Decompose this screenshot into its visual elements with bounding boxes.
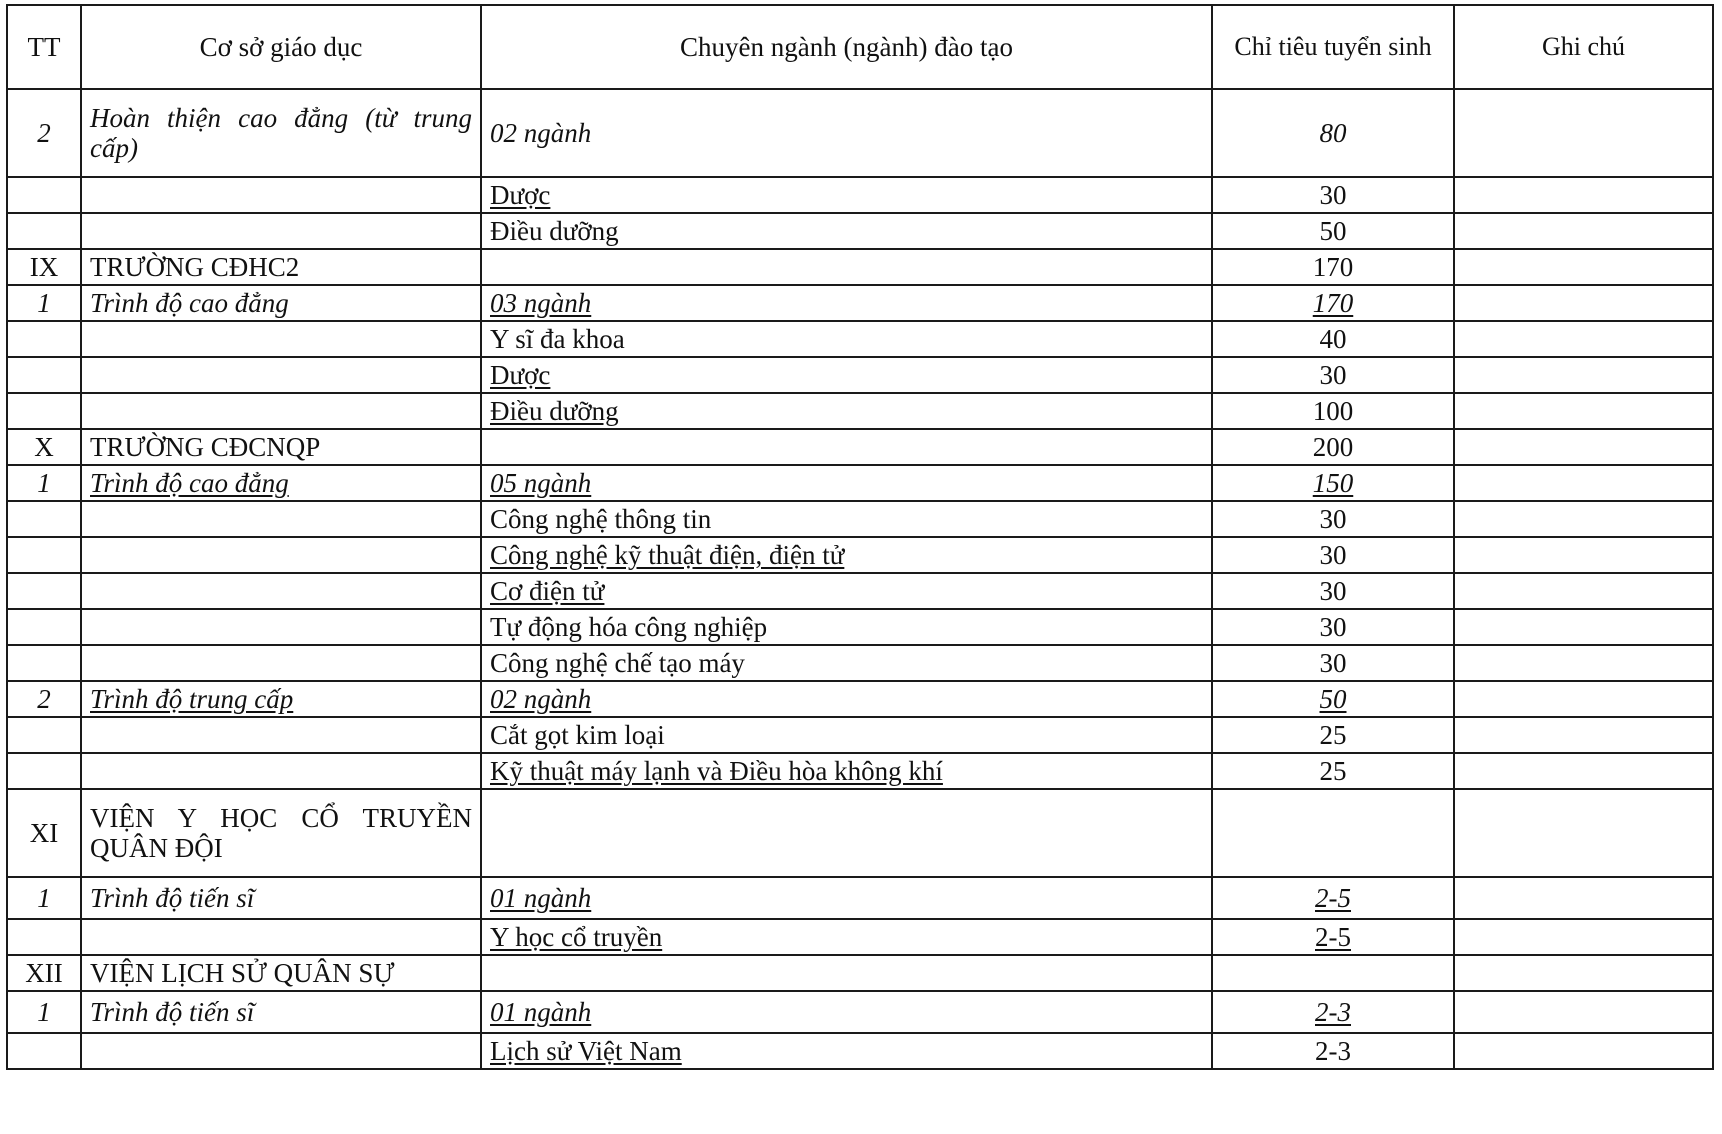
- row-tt: [7, 357, 81, 393]
- row-note: [1454, 1033, 1713, 1069]
- row-note: [1454, 955, 1713, 991]
- row-major: Kỹ thuật máy lạnh và Điều hòa không khí: [481, 753, 1212, 789]
- row-quota: [1212, 789, 1454, 877]
- row-institution: TRƯỜNG CĐHC2: [81, 249, 481, 285]
- row-major: Tự động hóa công nghiệp: [481, 609, 1212, 645]
- row-major: 02 ngành: [481, 681, 1212, 717]
- row-tt: [7, 717, 81, 753]
- row-institution: Trình độ cao đẳng: [81, 465, 481, 501]
- row-major: Cắt gọt kim loại: [481, 717, 1212, 753]
- row-quota: 2-5: [1212, 919, 1454, 955]
- row-quota: 30: [1212, 609, 1454, 645]
- row-note: [1454, 877, 1713, 919]
- row-tt: [7, 537, 81, 573]
- row-note: [1454, 789, 1713, 877]
- row-institution: [81, 501, 481, 537]
- row-note: [1454, 89, 1713, 177]
- row-note: [1454, 645, 1713, 681]
- table-row: [7, 213, 1713, 249]
- row-tt: [7, 919, 81, 955]
- row-quota: 100: [1212, 393, 1454, 429]
- row-major: Dược: [481, 177, 1212, 213]
- admissions-table-sheet: [6, 4, 1712, 1070]
- row-institution: [81, 573, 481, 609]
- row-major: Lịch sử Việt Nam: [481, 1033, 1212, 1069]
- header-tt: TT: [7, 5, 81, 89]
- table-row: [7, 321, 1713, 357]
- row-major: Điều dưỡng: [481, 393, 1212, 429]
- header-institution: Cơ sở giáo dục: [81, 5, 481, 89]
- row-note: [1454, 609, 1713, 645]
- row-tt: [7, 609, 81, 645]
- table-row: [7, 717, 1713, 753]
- row-institution: [81, 393, 481, 429]
- row-quota: 170: [1212, 285, 1454, 321]
- row-tt: 1: [7, 465, 81, 501]
- row-quota: 30: [1212, 177, 1454, 213]
- row-institution: [81, 537, 481, 573]
- row-note: [1454, 717, 1713, 753]
- row-quota: [1212, 955, 1454, 991]
- table-row: [7, 573, 1713, 609]
- row-tt: [7, 321, 81, 357]
- header-note: Ghi chú: [1454, 5, 1713, 89]
- admissions-quota-table: [6, 4, 1714, 1070]
- row-tt: 1: [7, 285, 81, 321]
- row-major: [481, 789, 1212, 877]
- row-tt: [7, 213, 81, 249]
- row-note: [1454, 429, 1713, 465]
- table-row: [7, 249, 1713, 285]
- row-major: 03 ngành: [481, 285, 1212, 321]
- row-institution: [81, 753, 481, 789]
- row-quota: 25: [1212, 753, 1454, 789]
- row-tt: X: [7, 429, 81, 465]
- row-major: Cơ điện tử: [481, 573, 1212, 609]
- row-institution: [81, 609, 481, 645]
- row-quota: 2-3: [1212, 991, 1454, 1033]
- row-quota: 50: [1212, 681, 1454, 717]
- row-quota: 25: [1212, 717, 1454, 753]
- row-institution: Hoàn thiện cao đẳng (từ trung cấp): [81, 89, 481, 177]
- row-major: Điều dưỡng: [481, 213, 1212, 249]
- row-note: [1454, 465, 1713, 501]
- table-row: [7, 789, 1713, 877]
- row-note: [1454, 177, 1713, 213]
- row-quota: 80: [1212, 89, 1454, 177]
- row-tt: IX: [7, 249, 81, 285]
- table-row: [7, 393, 1713, 429]
- row-tt: [7, 645, 81, 681]
- row-quota: 30: [1212, 357, 1454, 393]
- row-major: 01 ngành: [481, 877, 1212, 919]
- row-tt: 2: [7, 89, 81, 177]
- row-note: [1454, 919, 1713, 955]
- row-tt: [7, 501, 81, 537]
- table-row: [7, 465, 1713, 501]
- row-note: [1454, 321, 1713, 357]
- row-institution: [81, 321, 481, 357]
- row-note: [1454, 537, 1713, 573]
- table-row: [7, 177, 1713, 213]
- table-row: [7, 753, 1713, 789]
- row-tt: [7, 1033, 81, 1069]
- table-row: [7, 501, 1713, 537]
- table-row: [7, 285, 1713, 321]
- row-tt: [7, 177, 81, 213]
- row-quota: 50: [1212, 213, 1454, 249]
- row-tt: XII: [7, 955, 81, 991]
- row-tt: [7, 393, 81, 429]
- row-quota: 30: [1212, 537, 1454, 573]
- row-tt: 1: [7, 991, 81, 1033]
- row-tt: XI: [7, 789, 81, 877]
- row-tt: 2: [7, 681, 81, 717]
- row-note: [1454, 249, 1713, 285]
- header-major: Chuyên ngành (ngành) đào tạo: [481, 5, 1212, 89]
- table-row: [7, 537, 1713, 573]
- row-major: [481, 249, 1212, 285]
- row-institution: VIỆN LỊCH SỬ QUÂN SỰ: [81, 955, 481, 991]
- table-header-row: [7, 5, 1713, 89]
- row-note: [1454, 393, 1713, 429]
- row-quota: 30: [1212, 645, 1454, 681]
- row-note: [1454, 501, 1713, 537]
- row-institution: [81, 645, 481, 681]
- row-tt: 1: [7, 877, 81, 919]
- row-tt: [7, 573, 81, 609]
- table-row: [7, 955, 1713, 991]
- row-major: [481, 955, 1212, 991]
- row-major: 05 ngành: [481, 465, 1212, 501]
- row-institution: [81, 177, 481, 213]
- row-major: Dược: [481, 357, 1212, 393]
- table-row: [7, 357, 1713, 393]
- table-row: [7, 1033, 1713, 1069]
- table-row: [7, 919, 1713, 955]
- row-major: Y sĩ đa khoa: [481, 321, 1212, 357]
- row-institution: TRƯỜNG CĐCNQP: [81, 429, 481, 465]
- row-quota: 150: [1212, 465, 1454, 501]
- table-row: [7, 877, 1713, 919]
- row-major: Công nghệ chế tạo máy: [481, 645, 1212, 681]
- table-row: [7, 681, 1713, 717]
- table-row: [7, 645, 1713, 681]
- row-note: [1454, 753, 1713, 789]
- row-note: [1454, 681, 1713, 717]
- row-institution: [81, 919, 481, 955]
- row-quota: 30: [1212, 573, 1454, 609]
- row-institution: VIỆN Y HỌC CỔ TRUYỀN QUÂN ĐỘI: [81, 789, 481, 877]
- row-note: [1454, 213, 1713, 249]
- row-note: [1454, 573, 1713, 609]
- row-institution: Trình độ tiến sĩ: [81, 991, 481, 1033]
- row-major: [481, 429, 1212, 465]
- row-institution: [81, 213, 481, 249]
- row-quota: 40: [1212, 321, 1454, 357]
- row-institution: [81, 357, 481, 393]
- row-major: 02 ngành: [481, 89, 1212, 177]
- row-note: [1454, 991, 1713, 1033]
- table-row: [7, 89, 1713, 177]
- row-quota: 2-3: [1212, 1033, 1454, 1069]
- row-quota: 170: [1212, 249, 1454, 285]
- row-institution: Trình độ cao đẳng: [81, 285, 481, 321]
- row-note: [1454, 357, 1713, 393]
- row-institution: [81, 1033, 481, 1069]
- row-institution: Trình độ tiến sĩ: [81, 877, 481, 919]
- header-quota: Chỉ tiêu tuyển sinh: [1212, 5, 1454, 89]
- row-quota: 200: [1212, 429, 1454, 465]
- table-row: [7, 991, 1713, 1033]
- row-major: Y học cổ truyền: [481, 919, 1212, 955]
- row-tt: [7, 753, 81, 789]
- row-major: Công nghệ thông tin: [481, 501, 1212, 537]
- row-major: Công nghệ kỹ thuật điện, điện tử: [481, 537, 1212, 573]
- row-quota: 30: [1212, 501, 1454, 537]
- table-row: [7, 429, 1713, 465]
- row-institution: Trình độ trung cấp: [81, 681, 481, 717]
- row-quota: 2-5: [1212, 877, 1454, 919]
- table-row: [7, 609, 1713, 645]
- row-major: 01 ngành: [481, 991, 1212, 1033]
- row-note: [1454, 285, 1713, 321]
- row-institution: [81, 717, 481, 753]
